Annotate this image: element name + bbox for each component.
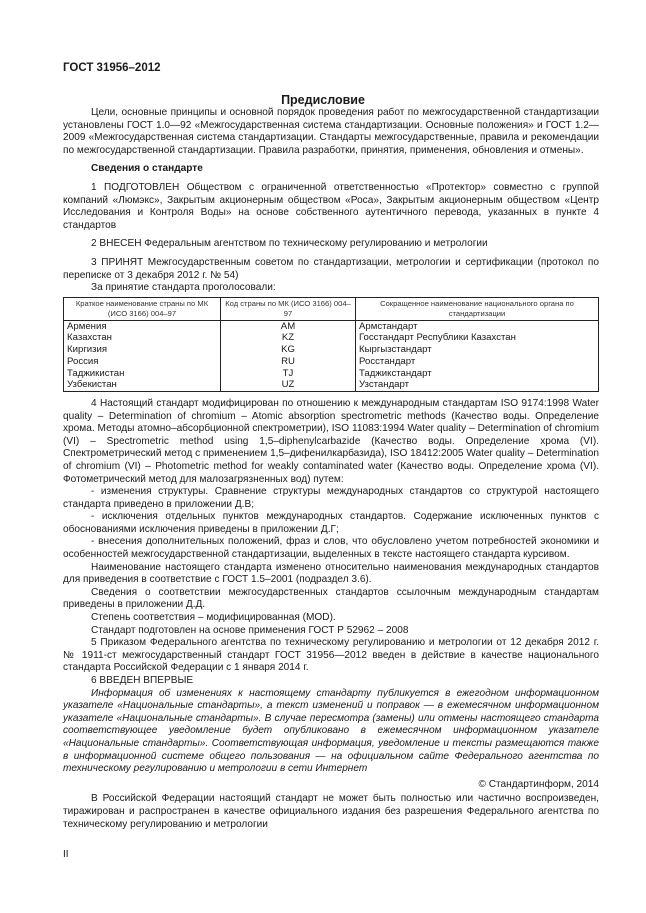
- country-cell: Узбекистан: [64, 379, 221, 391]
- code-cell: TJ: [221, 368, 356, 380]
- notice-paragraph: Информация об изменениях к настоящему стандарту публикуется в ежегодном информационном указателе «Национальные стандарты», а текст изменений и поправок — в ежемесячном информационном указателе «Национальные стандарты». В случае пересмотра (замены) или отмены настоящего стандарта соответствующее уведомление будет опубликовано в ежемесячном информационном указателе «Национальные стандарты». Соответствующая информация, уведомление и тексты размещаются также в информационной системе общего пользования — на официальном сайте Федерального агентства по техническому регулированию и метрологии в сети Интернет: [63, 687, 599, 775]
- code-cell: UZ: [221, 379, 356, 391]
- item-3: 3 ПРИНЯТ Межгосударственным советом по стандартизации, метрологии и сертификации (протокол по переписке от 3 декабря 2012 г. № 54): [63, 256, 599, 281]
- code-cell: KZ: [221, 332, 356, 344]
- voting-table: [63, 297, 599, 392]
- page-title: Предисловие: [281, 93, 365, 107]
- country-cell: Россия: [64, 356, 221, 368]
- bullet-additions: - внесения дополнительных положений, фраз и слов, что обусловлено учетом потребностей экономики и особенностей межгосударственной стандартизации, выделенных в тексте настоящего стандарта курсивом.: [63, 536, 599, 561]
- country-cell: Киргизия: [64, 344, 221, 356]
- table-row: [64, 356, 599, 368]
- item-6: 6 ВВЕДЕН ВПЕРВЫЕ: [91, 675, 194, 686]
- table-row: [64, 379, 599, 391]
- copyright: © Стандартинформ, 2014: [478, 778, 599, 790]
- table-row: [64, 344, 599, 356]
- column-header: Краткое наименование страны по МК (ИСО 3166) 004–97: [64, 297, 221, 320]
- item-1: 1 ПОДГОТОВЛЕН Обществом с ограниченной ответственностью «Протектор» совместно с группой компаний «Люмэкс», Закрытым акционерным обществом «Роса», Закрытым акционерным обществом «Центр Исследования и Контроля Воды» на основе собственного аутентичного перевода, указанных в пункте 4 стандартов: [63, 181, 599, 231]
- final-paragraph: В Российской Федерации настоящий стандарт не может быть полностью или частично воспроизведен, тиражирован и распространен в качестве официального издания без разрешения Федерального агентства по техническому регулированию и метрологии: [63, 793, 599, 830]
- country-cell: Таджикистан: [64, 368, 221, 380]
- document-body: [63, 107, 599, 831]
- agency-cell: Росстандарт: [356, 356, 599, 368]
- degree-note: Степень соответствия – модифицированная (MOD).: [91, 612, 336, 624]
- item-5: 5 Приказом Федерального агентства по техническому регулированию и метрологии от 12 декабря 2012 г. № 1911-ст межгосударственный стандарт ГОСТ 31956—2012 введен в действие в качестве национального стандарта Российской Федерации с 1 января 2014 г.: [63, 637, 599, 674]
- item-4: 4 Настоящий стандарт модифицирован по отношению к международным стандартам ISO 9174:1998 Water quality – Determination of chromium – Atomic absorption spectrometric methods (Качество воды. Определение хрома. Методы атомно–абсорбционной спектрометрии), ISO 11083:1994 Water quality – Determination of chromium (VI) – Spectrometric method using 1,5–diphenylcarbazide (Качество воды. Определение хрома (VI). Спектрометрический метод с применением 1,5–дифенилкарбазида), ISO 18412:2005 Water quality – Determination of chromium (VI) – Photometric method for weakly contaminated water (Качество воды. Определение хрома (VI). Фотометрический метод для малозагрязненных вод) путем:: [63, 397, 599, 485]
- column-header: Код страны по МК (ИСО 3166) 004– 97: [221, 297, 356, 320]
- bullet-exclusions: - исключения отдельных пунктов международных стандартов. Содержание исключенных пунктов с обоснованиями исключения приведены в приложении Д.Г;: [63, 511, 599, 535]
- section-subtitle: Сведения о стандарте: [91, 163, 203, 175]
- agency-cell: Госстандарт Республики Казахстан: [356, 332, 599, 344]
- agency-cell: Таджикстандарт: [356, 368, 599, 380]
- country-cell: Армения: [64, 320, 221, 332]
- based-on-note: Стандарт подготовлен на основе применения ГОСТ Р 52962 – 2008: [91, 624, 409, 636]
- page-number: II: [63, 849, 69, 860]
- item-2: 2 ВНЕСЕН Федеральным агентством по техническому регулированию и метрологии: [91, 238, 488, 250]
- table-row: [64, 320, 599, 332]
- agency-cell: Узстандарт: [356, 379, 599, 391]
- code-cell: RU: [221, 356, 356, 368]
- refs-note: Сведения о соответствии межгосударственных стандартов ссылочным международным стандартам приведены в приложении Д.Д.: [63, 586, 599, 611]
- column-header: Сокращенное наименование национального органа по стандартизации: [356, 297, 599, 320]
- vote-label: За принятие стандарта проголосовали:: [91, 282, 276, 294]
- code-cell: KG: [221, 344, 356, 356]
- country-cell: Казахстан: [64, 332, 221, 344]
- table-row: [64, 332, 599, 344]
- table-header-row: [64, 297, 599, 320]
- standard-header: ГОСТ 31956–2012: [63, 62, 161, 74]
- intro-paragraph: Цели, основные принципы и основной порядок проведения работ по межгосударственной стандартизации установлены ГОСТ 1.0—92 «Межгосударственная система стандартизации. Основные положения» и ГОСТ 1.2—2009 «Межгосударственная система стандартизации. Стандарты межгосударственные, правила и рекомендации по межгосударственной стандартизации. Правила разработки, принятия, применения, обновления и отмены».: [63, 107, 599, 156]
- name-note: Наименование настоящего стандарта изменено относительно наименования международных стандартов для приведения в соответствие с ГОСТ 1.5–2001 (подраздел 3.6).: [63, 561, 599, 586]
- agency-cell: Армстандарт: [356, 320, 599, 332]
- agency-cell: Кыргызстандарт: [356, 344, 599, 356]
- table-row: [64, 368, 599, 380]
- bullet-structure: - изменения структуры. Сравнение структуры международных стандартов со структурой настоящего стандарта приведено в приложении Д.В;: [63, 486, 599, 510]
- code-cell: AM: [221, 320, 356, 332]
